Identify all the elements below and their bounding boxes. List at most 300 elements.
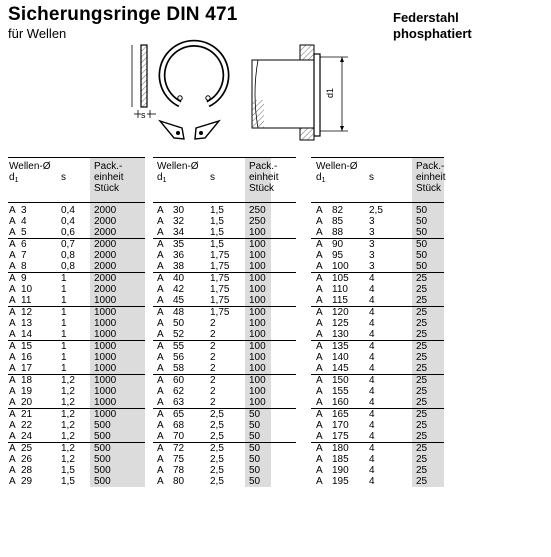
cell-size: 13 [21, 318, 33, 329]
cell-thickness: 1,2 [61, 375, 75, 386]
cell-size: 32 [173, 216, 185, 227]
cell-thickness: 4 [369, 420, 375, 431]
table-row [153, 250, 296, 261]
cell-pack: 25 [416, 341, 428, 352]
table-row [311, 465, 444, 476]
cell-prefix: A [316, 239, 323, 250]
cell-pack: 100 [249, 318, 266, 329]
cell-prefix: A [316, 284, 323, 295]
cell-pack: 25 [416, 318, 428, 329]
header-d1-subscript: 1 [162, 177, 167, 184]
cell-thickness: 1,2 [61, 431, 75, 442]
cell-pack: 100 [249, 273, 266, 284]
table-row [311, 476, 444, 487]
cell-size: 55 [173, 341, 185, 352]
cell-thickness: 0,6 [61, 227, 75, 238]
cell-thickness: 4 [369, 443, 375, 454]
cell-pack: 500 [94, 443, 111, 454]
header-s: s [61, 172, 66, 183]
cell-size: 65 [173, 409, 185, 420]
cell-prefix: A [9, 341, 16, 352]
cell-prefix: A [316, 205, 323, 216]
cell-size: 6 [21, 239, 27, 250]
cell-prefix: A [316, 295, 323, 306]
cell-thickness: 4 [369, 476, 375, 487]
table-row [8, 227, 145, 238]
header-pack-2: einheit [94, 172, 124, 183]
cell-thickness: 2,5 [210, 476, 224, 487]
cell-size: 45 [173, 295, 185, 306]
cell-pack: 25 [416, 375, 428, 386]
cell-size: 165 [332, 409, 349, 420]
cell-pack: 100 [249, 307, 266, 318]
table-row [153, 205, 296, 216]
cell-prefix: A [316, 386, 323, 397]
table-row [8, 261, 145, 272]
header-pack-3: Stück [249, 183, 275, 194]
table-row [8, 476, 145, 487]
header-s: s [369, 172, 374, 183]
page-title: Sicherungsringe DIN 471 [8, 4, 238, 25]
cell-prefix: A [157, 375, 164, 386]
cell-size: 11 [21, 295, 32, 306]
header-d1-subscript: 1 [321, 177, 326, 184]
cell-size: 62 [173, 386, 185, 397]
cell-pack: 1000 [94, 295, 117, 306]
table-row [311, 227, 444, 238]
cell-thickness: 2,5 [210, 431, 224, 442]
cell-prefix: A [9, 420, 16, 431]
cell-thickness: 1,75 [210, 250, 230, 261]
cell-thickness: 1 [61, 329, 67, 340]
table-row [153, 454, 296, 465]
cell-prefix: A [316, 431, 323, 442]
plier-tips-icon [160, 121, 219, 139]
header-pack-1: Pack.- [416, 161, 445, 172]
cell-pack: 1000 [94, 386, 117, 397]
cell-pack: 250 [249, 216, 266, 227]
cell-size: 8 [21, 261, 27, 272]
cell-thickness: 1,5 [210, 227, 224, 238]
table-row [311, 374, 444, 386]
cell-size: 19 [21, 386, 33, 397]
cell-prefix: A [9, 216, 16, 227]
cell-size: 95 [332, 250, 344, 261]
cell-size: 7 [21, 250, 27, 261]
cell-prefix: A [316, 397, 323, 408]
size-table-1 [8, 157, 145, 487]
cell-size: 145 [332, 363, 349, 374]
cell-size: 25 [21, 443, 33, 454]
cell-pack: 500 [94, 454, 111, 465]
cell-pack: 100 [249, 261, 266, 272]
cell-prefix: A [316, 352, 323, 363]
shaft-assembly-view [252, 45, 348, 140]
table-row [153, 318, 296, 329]
cell-prefix: A [157, 386, 164, 397]
material-line-2: phosphatiert [393, 26, 472, 41]
cell-size: 58 [173, 363, 185, 374]
cell-thickness: 4 [369, 273, 375, 284]
cell-pack: 25 [416, 454, 428, 465]
cell-pack: 25 [416, 465, 428, 476]
cell-prefix: A [9, 284, 16, 295]
cell-pack: 25 [416, 352, 428, 363]
header-pack-1: Pack.- [94, 161, 123, 172]
cell-prefix: A [9, 273, 16, 284]
cell-pack: 25 [416, 476, 428, 487]
cell-prefix: A [9, 431, 16, 442]
table-row [8, 306, 145, 318]
cell-pack: 25 [416, 420, 428, 431]
cell-thickness: 2,5 [210, 420, 224, 431]
cell-size: 130 [332, 329, 349, 340]
cell-size: 29 [21, 476, 33, 487]
cell-prefix: A [157, 307, 164, 318]
cell-pack: 25 [416, 329, 428, 340]
table-row [311, 363, 444, 374]
cell-pack: 1000 [94, 409, 117, 420]
cell-size: 15 [21, 341, 33, 352]
cell-size: 135 [332, 341, 349, 352]
table-row [311, 216, 444, 227]
cell-pack: 100 [249, 386, 266, 397]
table-row [153, 363, 296, 374]
cell-prefix: A [157, 250, 164, 261]
cell-thickness: 1,75 [210, 261, 230, 272]
cell-pack: 50 [416, 261, 428, 272]
cell-pack: 50 [416, 216, 428, 227]
table-header [153, 157, 296, 203]
table-row [8, 386, 145, 397]
cell-pack: 25 [416, 409, 428, 420]
cell-pack: 500 [94, 465, 111, 476]
table-row [8, 295, 145, 306]
cell-thickness: 2,5 [210, 465, 224, 476]
cell-size: 170 [332, 420, 349, 431]
cell-pack: 50 [249, 409, 261, 420]
cell-prefix: A [157, 239, 164, 250]
cell-pack: 1000 [94, 363, 117, 374]
cell-pack: 25 [416, 443, 428, 454]
cell-pack: 2000 [94, 227, 117, 238]
table-row [153, 227, 296, 238]
cell-pack: 100 [249, 295, 266, 306]
cell-size: 48 [173, 307, 185, 318]
cell-pack: 50 [416, 227, 428, 238]
cell-thickness: 1,75 [210, 284, 230, 295]
cell-size: 120 [332, 307, 349, 318]
table-row [153, 352, 296, 363]
cell-thickness: 2,5 [369, 205, 383, 216]
header-d1-text: d [316, 172, 322, 183]
table-row [8, 465, 145, 476]
cell-prefix: A [157, 352, 164, 363]
cell-thickness: 4 [369, 397, 375, 408]
cell-size: 68 [173, 420, 185, 431]
cell-pack: 2000 [94, 239, 117, 250]
cell-prefix: A [316, 420, 323, 431]
cell-size: 40 [173, 273, 185, 284]
cell-size: 60 [173, 375, 185, 386]
cell-pack: 25 [416, 295, 428, 306]
cell-pack: 25 [416, 386, 428, 397]
cell-thickness: 1,75 [210, 295, 230, 306]
cell-thickness: 4 [369, 318, 375, 329]
cell-thickness: 2 [210, 386, 216, 397]
cell-size: 26 [21, 454, 33, 465]
cell-prefix: A [9, 409, 16, 420]
cell-thickness: 1 [61, 318, 67, 329]
cell-prefix: A [157, 409, 164, 420]
table-row [8, 250, 145, 261]
cell-prefix: A [316, 227, 323, 238]
cell-prefix: A [316, 318, 323, 329]
table-row [153, 386, 296, 397]
page-subtitle: für Wellen [8, 26, 67, 41]
cell-thickness: 0,8 [61, 261, 75, 272]
cell-pack: 25 [416, 284, 428, 295]
table-row [311, 397, 444, 408]
header-d1-text: d [157, 172, 163, 183]
cell-thickness: 2 [210, 341, 216, 352]
cell-pack: 100 [249, 341, 266, 352]
cell-thickness: 4 [369, 375, 375, 386]
cell-size: 14 [21, 329, 33, 340]
cell-prefix: A [9, 375, 16, 386]
cell-thickness: 1,75 [210, 273, 230, 284]
table-row [311, 261, 444, 272]
cell-thickness: 2,5 [210, 454, 224, 465]
table-row [311, 408, 444, 420]
cell-pack: 100 [249, 227, 266, 238]
table-row [311, 306, 444, 318]
cell-prefix: A [157, 284, 164, 295]
cell-prefix: A [316, 409, 323, 420]
table-row [153, 476, 296, 487]
cell-prefix: A [9, 227, 16, 238]
table-row [311, 318, 444, 329]
cell-pack: 25 [416, 307, 428, 318]
cell-thickness: 2 [210, 329, 216, 340]
cell-size: 38 [173, 261, 185, 272]
cell-pack: 1000 [94, 341, 117, 352]
cell-thickness: 0,8 [61, 250, 75, 261]
table-row [153, 329, 296, 340]
table-row [311, 420, 444, 431]
cell-size: 34 [173, 227, 185, 238]
cell-pack: 500 [94, 476, 111, 487]
cell-size: 28 [21, 465, 33, 476]
cell-size: 160 [332, 397, 349, 408]
cell-thickness: 2 [210, 397, 216, 408]
table-row [311, 352, 444, 363]
header-shaft: Wellen-Ø [157, 161, 199, 172]
cell-thickness: 1,2 [61, 386, 75, 397]
cell-prefix: A [9, 454, 16, 465]
cell-prefix: A [9, 476, 16, 487]
table-row [8, 374, 145, 386]
cell-thickness: 2,5 [210, 443, 224, 454]
header-d1 [9, 172, 18, 186]
cell-size: 10 [21, 284, 33, 295]
table-row [153, 374, 296, 386]
cell-thickness: 4 [369, 363, 375, 374]
table-row [8, 352, 145, 363]
cell-pack: 50 [416, 239, 428, 250]
cell-size: 82 [332, 205, 344, 216]
header-shaft: Wellen-Ø [9, 161, 51, 172]
cell-prefix: A [157, 476, 164, 487]
cell-pack: 25 [416, 363, 428, 374]
cell-prefix: A [316, 454, 323, 465]
material-line-1: Federstahl [393, 10, 459, 25]
cell-size: 42 [173, 284, 185, 295]
cell-prefix: A [9, 465, 16, 476]
cell-size: 4 [21, 216, 27, 227]
cell-pack: 50 [416, 205, 428, 216]
cell-pack: 100 [249, 250, 266, 261]
cell-prefix: A [9, 397, 16, 408]
cell-pack: 500 [94, 420, 111, 431]
cell-thickness: 3 [369, 239, 375, 250]
cell-prefix: A [157, 205, 164, 216]
header-pack-3: Stück [94, 183, 120, 194]
cell-size: 17 [21, 363, 33, 374]
cell-prefix: A [316, 250, 323, 261]
table-row [153, 295, 296, 306]
cell-pack: 50 [249, 443, 261, 454]
cell-thickness: 4 [369, 307, 375, 318]
table-row [8, 454, 145, 465]
cell-size: 115 [332, 295, 348, 306]
cell-thickness: 2 [210, 375, 216, 386]
table-row [8, 216, 145, 227]
cell-thickness: 4 [369, 352, 375, 363]
cell-prefix: A [157, 227, 164, 238]
dim-d1-label: d1 [325, 87, 335, 98]
table-row [153, 284, 296, 295]
cell-prefix: A [316, 363, 323, 374]
cell-pack: 100 [249, 329, 266, 340]
cell-thickness: 0,4 [61, 205, 75, 216]
table-header [311, 157, 444, 203]
cell-prefix: A [9, 329, 16, 340]
cell-size: 18 [21, 375, 33, 386]
cell-prefix: A [9, 352, 16, 363]
cell-thickness: 1,2 [61, 397, 75, 408]
cell-prefix: A [9, 318, 16, 329]
cell-pack: 1000 [94, 318, 117, 329]
table-row [311, 272, 444, 284]
cell-size: 85 [332, 216, 344, 227]
cell-pack: 2000 [94, 205, 117, 216]
header-d1-text: d [9, 172, 15, 183]
header-pack-2: einheit [416, 172, 446, 183]
cell-thickness: 4 [369, 295, 375, 306]
table-row [8, 340, 145, 352]
cell-thickness: 1 [61, 284, 67, 295]
cell-prefix: A [9, 239, 16, 250]
cell-pack: 100 [249, 284, 266, 295]
cell-prefix: A [9, 307, 16, 318]
cell-prefix: A [316, 476, 323, 487]
cell-prefix: A [157, 261, 164, 272]
cell-size: 180 [332, 443, 349, 454]
table-row [153, 420, 296, 431]
table-row [153, 261, 296, 272]
cell-pack: 100 [249, 352, 266, 363]
cell-thickness: 4 [369, 465, 375, 476]
cell-size: 125 [332, 318, 349, 329]
table-row [153, 408, 296, 420]
table-row [153, 306, 296, 318]
cell-prefix: A [9, 250, 16, 261]
cell-thickness: 1 [61, 295, 67, 306]
cell-pack: 100 [249, 397, 266, 408]
cell-prefix: A [316, 443, 323, 454]
cell-prefix: A [316, 307, 323, 318]
cell-pack: 1000 [94, 375, 117, 386]
cell-prefix: A [316, 341, 323, 352]
cell-thickness: 1,75 [210, 307, 230, 318]
table-row [311, 454, 444, 465]
header-d1 [316, 172, 325, 186]
table-row [153, 340, 296, 352]
cell-prefix: A [9, 386, 16, 397]
cell-prefix: A [157, 420, 164, 431]
cell-thickness: 1 [61, 307, 67, 318]
cell-pack: 50 [249, 476, 261, 487]
table-row [311, 329, 444, 340]
cell-prefix: A [316, 216, 323, 227]
cell-thickness: 1 [61, 273, 67, 284]
cell-pack: 500 [94, 431, 111, 442]
cell-thickness: 3 [369, 227, 375, 238]
cell-pack: 1000 [94, 307, 117, 318]
cell-size: 72 [173, 443, 185, 454]
cell-thickness: 1 [61, 341, 67, 352]
cell-pack: 250 [249, 205, 266, 216]
cell-size: 12 [21, 307, 33, 318]
table-row [311, 431, 444, 442]
table-row [311, 284, 444, 295]
table-row [8, 329, 145, 340]
table-row [8, 205, 145, 216]
cell-size: 5 [21, 227, 27, 238]
cell-prefix: A [157, 273, 164, 284]
cell-prefix: A [157, 318, 164, 329]
cell-pack: 2000 [94, 284, 117, 295]
cell-size: 195 [332, 476, 349, 487]
cell-prefix: A [157, 431, 164, 442]
cell-size: 16 [21, 352, 33, 363]
cell-size: 21 [21, 409, 33, 420]
cell-pack: 100 [249, 239, 266, 250]
cell-size: 36 [173, 250, 185, 261]
cell-prefix: A [316, 375, 323, 386]
cell-prefix: A [316, 465, 323, 476]
cell-size: 110 [332, 284, 348, 295]
cell-thickness: 1,5 [210, 216, 224, 227]
cell-size: 185 [332, 454, 349, 465]
cell-prefix: A [157, 465, 164, 476]
cell-size: 140 [332, 352, 349, 363]
header-shaft: Wellen-Ø [316, 161, 358, 172]
cell-prefix: A [157, 216, 164, 227]
cell-prefix: A [9, 443, 16, 454]
cell-size: 52 [173, 329, 185, 340]
